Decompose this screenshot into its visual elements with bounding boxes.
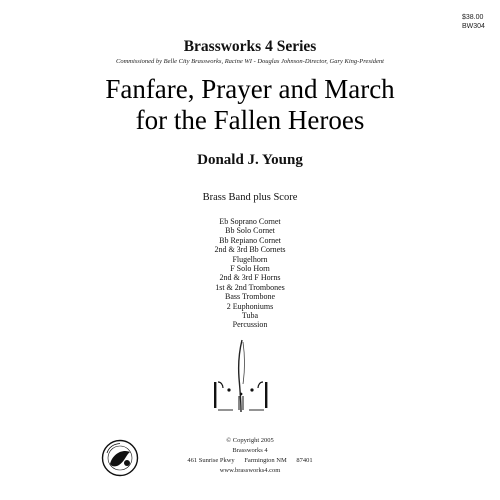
parts-list: [0, 217, 500, 330]
title-line-1: Fanfare, Prayer and March: [105, 74, 395, 104]
piece-title: [0, 74, 500, 136]
address-street: 461 Sunrise Pkwy: [187, 457, 235, 464]
part-item: 2nd & 3rd Bb Cornets: [214, 245, 286, 255]
price-amount: $38.00: [462, 14, 484, 21]
part-item: F Solo Horn: [230, 264, 270, 274]
address-city: Farmington NM: [244, 457, 287, 464]
part-item: Bass Trombone: [224, 292, 275, 302]
publisher-name: Brassworks 4: [232, 447, 268, 454]
music-emblem-icon: [208, 338, 274, 416]
composer-name: Donald J. Young: [197, 152, 303, 168]
part-item: Bb Repiano Cornet: [219, 235, 281, 245]
copyright-line: © Copyright 2005: [226, 437, 274, 444]
part-item: Flugelhorn: [232, 254, 268, 264]
part-item: 2 Euphoniums: [226, 301, 274, 311]
catalog-code: BW304: [462, 22, 485, 30]
commission-note: Commissioned by Belle City Brassworks, Racine WI - Douglas Johnson-Director, Gary King-President: [116, 58, 384, 65]
part-item: Eb Soprano Cornet: [219, 217, 281, 226]
part-item: Percussion: [232, 320, 268, 330]
publisher-footer: [0, 436, 500, 476]
publisher-address: [0, 456, 500, 466]
address-zip: 87401: [296, 457, 313, 464]
part-item: Bb Solo Cornet: [225, 226, 275, 236]
price-block: [462, 14, 485, 31]
part-item: 2nd & 3rd F Horns: [219, 273, 281, 283]
title-line-2: for the Fallen Heroes: [135, 105, 365, 135]
part-item: 1st & 2nd Trombones: [215, 282, 285, 292]
series-title: Brassworks 4 Series: [183, 38, 317, 55]
publisher-website[interactable]: www.brassworks4.com: [219, 467, 281, 474]
part-item: Tuba: [241, 311, 259, 321]
instrumentation-heading: Brass Band plus Score: [202, 192, 298, 203]
